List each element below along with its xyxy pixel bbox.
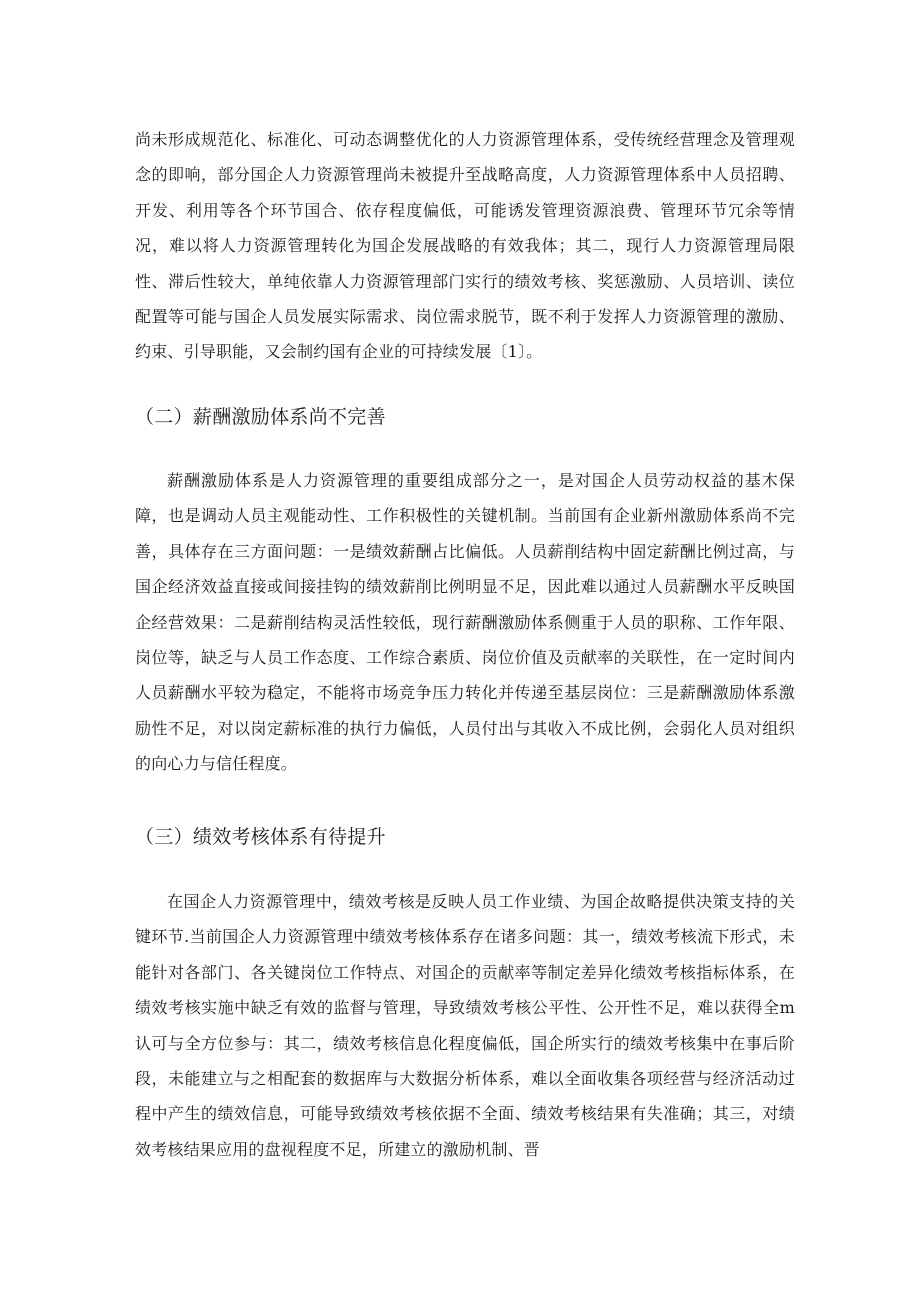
body-paragraph-2: 薪酬激励体系是人力资源管理的重要组成部分之一，是对国企人员劳动权益的基木保障，也是调动人员主观能动性、工作积极性的关键机制。当前国有企业新州激励体系尚不完善，具体存在三方面问题：一是绩效薪酬占比偏低。人员薪削结构中固定薪酬比例过高，与国企经济效益直接或间接挂钩的绩效薪削比例明显不足，因此难以通过人员薪酬水平反映国企经营效果：二是薪削结构灵活性较低，现行薪酬激励体系侧重于人员的职称、工作年限、岗位等，缺乏与人员工作态度、工作综合素质、岗位价值及贡献率的关联性，在一定时间内人员薪酬水平较为稳定，不能将市场竞争压力转化并传递至基层岗位：三是薪酬激励体系激励性不足，对以岗定薪标准的执行力偏低，人员付出与其收入不成比例，会弱化人员对组织的向心力与信任程度。 <box>135 471 795 774</box>
section-heading-3: （三）绩效考核体系有待提升 <box>135 826 386 848</box>
body-paragraph-3: 在国企人力资源管理中，绩效考核是反映人员工作业绩、为国企故略提供决策支持的关键环节.当前国企人力资源管理中绩效考核体系存在诸多问题：其一，绩效考核流下形式，未能针对各部门、各关键岗位工作特点、对国企的贡献率等制定差异化绩效考核指标体系，在绩效考核实施中缺乏有效的监督与管理，导致绩效考核公平性、公开性不足，难以获得全m认可与全方位参与：其二，绩效考核信息化程度偏低，国企所实行的绩效考核集中在事后阶段，未能建立与之相配套的数据库与大数据分析体系，难以全面收集各项经营与经济活动过程中产生的绩效信息，可能导致绩效考核依据不全面、绩效考核结果有失准确；其三，对绩效考核结果应用的盘视程度不足，所建立的激励机制、晋 <box>135 892 795 1159</box>
section-heading-2: （二）薪酬激励体系尚不完善 <box>135 406 386 428</box>
body-paragraph-1: 尚未形成规范化、标准化、可动态调整优化的人力资源管理体系，受传统经营理念及管理观念的即响，部分国企人力资源管理尚未被提升至战略高度，人力资源管理体系中人员招聘、开发、利用等各个环节国合、依存程度偏低，可能诱发管理资源浪费、管理环节冗余等情况，难以将人力资源管理转化为国企发展战略的有效我体；其二，现行人力资源管理局限性、滞后性较大，单纯依靠人力资源管理部门实行的绩效考核、奖惩激励、人员培训、读位配置等可能与国企人员发展实际需求、岗位需求脱节，既不利于发挥人力资源管理的激励、约束、引导职能，又会制约国有企业的可持续发展〔1〕。 <box>135 130 795 362</box>
